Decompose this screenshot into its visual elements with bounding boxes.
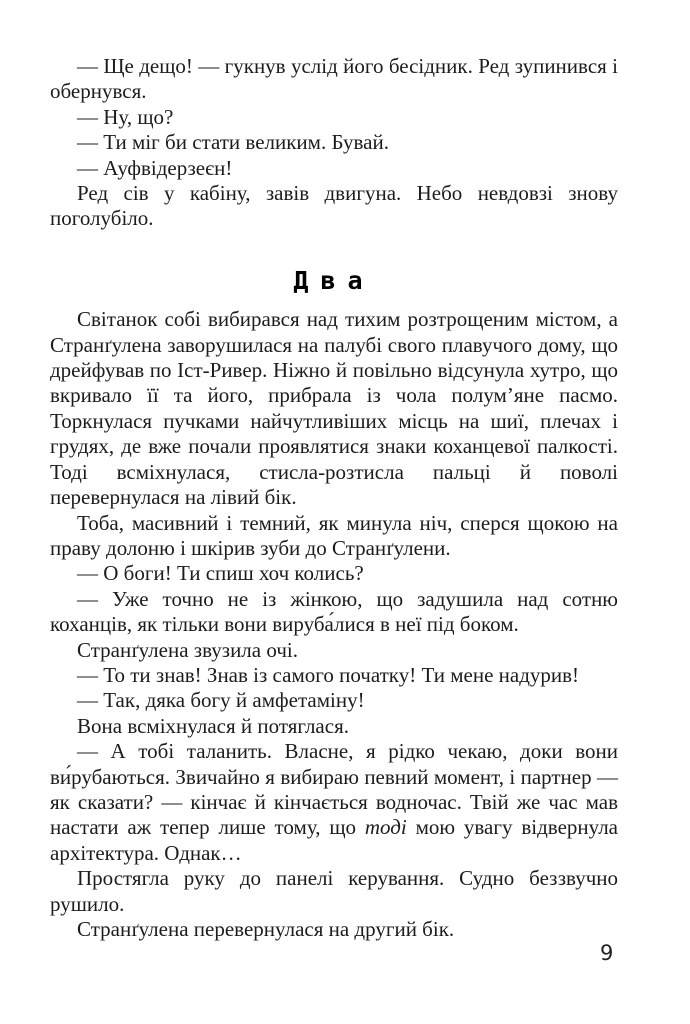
text-run: Простягла руку до панелі керування. Судно беззвучно рушило. — [50, 866, 618, 916]
text-run: Странґулена перевернулася на другий бік. — [77, 917, 455, 941]
paragraph — [50, 587, 618, 638]
text-run: Тоба, масивний і темний, як минула ніч, сперся щокою на праву долоню і шкірив зуби до Странґулени. — [50, 510, 618, 560]
text-run: — Ну, що? — [77, 104, 174, 129]
paragraph — [50, 688, 618, 713]
paragraph — [50, 130, 618, 155]
chapter-heading: Два — [293, 265, 375, 295]
paragraph — [50, 181, 618, 232]
paragraph — [50, 511, 618, 562]
text-run: — Так, дяка богу й амфетаміну! — [77, 688, 365, 713]
paragraph — [50, 663, 618, 688]
text-run: — Ауфвідерзеєн! — [77, 155, 233, 180]
paragraph — [50, 866, 618, 917]
text-run: — О боги! Ти спиш хоч колись? — [77, 561, 364, 586]
paragraph — [50, 917, 618, 942]
paragraph — [50, 739, 618, 866]
paragraph — [50, 714, 618, 739]
text-run: — Ще дещо! — гукнув услід його бесідник. Ред зупинився і обернувся. — [50, 54, 618, 104]
text-run: мою увагу відвернула архітектура. Однак… — [50, 815, 619, 865]
text-run: — Уже точно не із жінкою, що задушила над сотню коханців, як тільки вони вируба́лися в неї під боком. — [50, 586, 618, 637]
text-run: Світанок собі вибирався над тихим розтрощеним містом, а Странґулена заворушилася на палубі свого плавучого дому, що дрейфував по Іст-Ривер. Ніжно й повільно відсунула хутро, що вкривало її та його, прибрала із чола полум’яне пасмо. Торкнулася пучками найчутливіших місць на шиї, плечах і грудях, де вже почали проявлятися знаки коханцевої палкості. Тоді всміхнулася, стисла-розтисла пальці й поволі перевернулася на лівий бік. — [50, 307, 618, 510]
paragraph — [50, 307, 618, 510]
paragraph — [50, 156, 618, 181]
text-run: — То ти знав! Знав із самого початку! Ти мене надурив! — [77, 662, 580, 687]
text-run: — А тобі таланить. Власне, я рідко чекаю, доки вони ви́рубаються. Звичайно я вибираю певний момент, і партнер — як сказати? — кінчає й кінчається водночас. Твій же час мав настати аж тепер лише тому, що — [50, 739, 618, 840]
text-run: Странґулена звузила очі. — [77, 637, 298, 662]
page-text — [50, 54, 618, 942]
paragraph — [50, 561, 618, 586]
text-run: — Ти міг би стати великим. Бувай. — [77, 130, 389, 155]
text-run: Вона всміхнулася й потяглася. — [77, 713, 349, 738]
italic-text: тоді — [364, 815, 407, 840]
paragraph — [50, 54, 618, 105]
text-run: Ред сів у кабіну, завів двигуна. Небо невдовзі знову поголубіло. — [50, 181, 618, 231]
paragraph — [50, 638, 618, 663]
paragraph — [50, 105, 618, 130]
page-number: 9 — [600, 941, 614, 965]
